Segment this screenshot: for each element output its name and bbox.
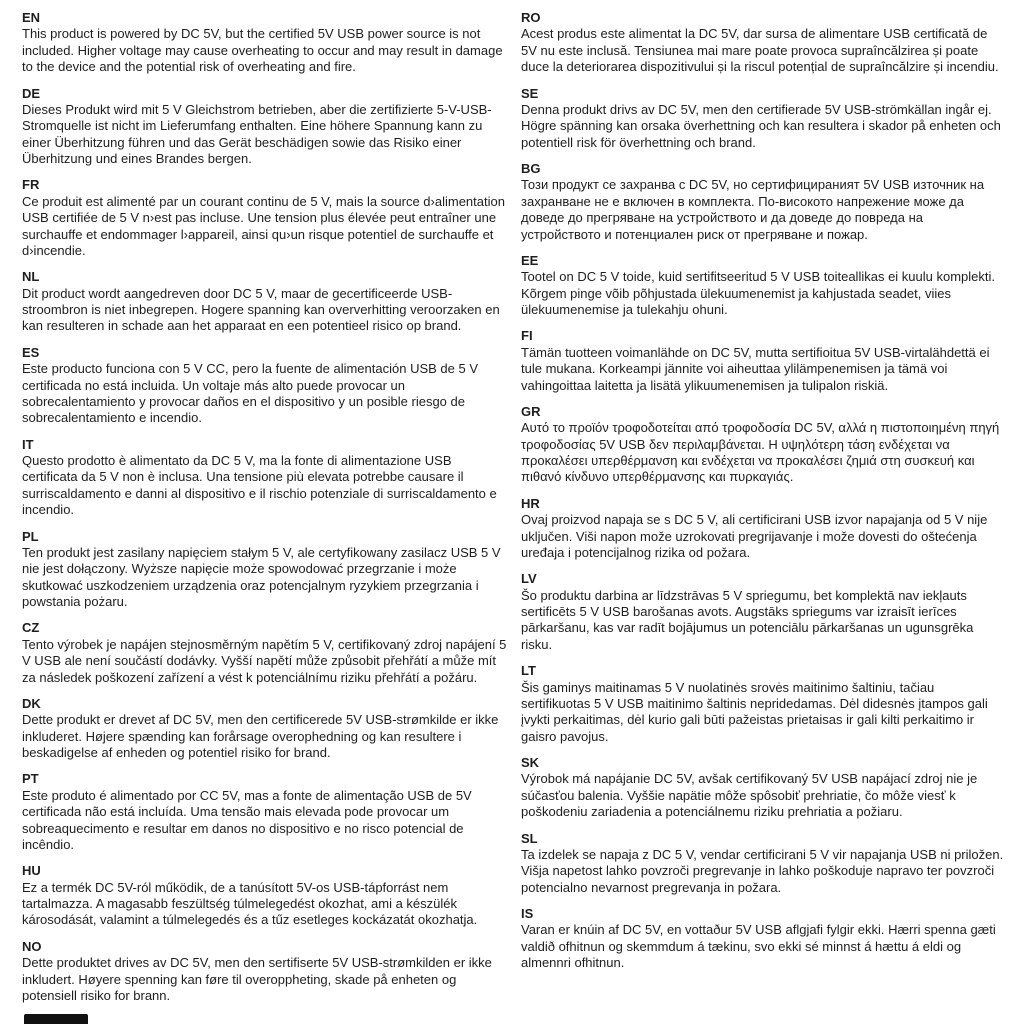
language-code-label: EN — [22, 10, 41, 25]
language-code-label: PT — [22, 771, 39, 787]
warning-paragraph: Tämän tuotteen voimanlähde on DC 5V, mutta sertifioitua 5V USB-virtalähdettä ei tule mukana. Korkeampi jännite voi aiheuttaa ylilämpenemisen ja tämä voi vahingoittaa laitetta ja lisätä ylikuumenemisen ja tulipalon riskiä. — [521, 344, 990, 393]
language-code-label: CZ — [22, 620, 40, 636]
language-section-nl — [22, 269, 507, 335]
language-section-fr — [22, 177, 507, 259]
language-code-label: SK — [521, 755, 540, 770]
warning-paragraph: Dit product wordt aangedreven door DC 5 V, maar de gecertificeerde USB-stroombron is niet inbegrepen. Hogere spanning kan oververhitting veroorzaken en kan resulteren in schade aan het apparaat en een potentieel risico op brand. — [22, 285, 500, 334]
language-code-label: LV — [521, 571, 537, 587]
warning-paragraph: Tootel on DC 5 V toide, kuid sertifitseeritud 5 V USB toiteallikas ei kuulu komplekti. Kõrgem pinge võib põhjustada ülekuumenemist ja kahjustada seadet, viies ülekuumenemise ja tulekahju ohuni. — [521, 269, 996, 317]
language-code-label: LT — [521, 663, 536, 679]
warning-paragraph: Questo prodotto è alimentato da DC 5 V, ma la fonte di alimentazione USB certificata da 5 V non è inclusa. Una tensione più elevata potrebbe causare il surriscaldamento e danni al dispositivo e il rischio potenziale di surriscaldamento e incendio. — [22, 453, 497, 518]
language-section-hu — [22, 863, 507, 929]
language-code-label: DK — [22, 695, 41, 711]
warning-paragraph: Este producto funciona con 5 V CC, pero la fuente de alimentación USB de 5 V certificada no está incluida. Un voltaje más alto puede provocar un sobrecalentamiento y provocar daños en el dispositivo y un posible riesgo de sobrecalentamiento e incendio. — [22, 361, 478, 426]
language-code-label: ES — [22, 344, 40, 360]
language-section-is — [521, 906, 1006, 972]
language-code-label: IT — [22, 436, 34, 452]
language-code-label: FR — [22, 177, 40, 193]
language-section-ee — [521, 253, 1006, 319]
warning-paragraph: Denna produkt drivs av DC 5V, men den certifierade 5V USB-strömkällan ingår ej. Högre spänning kan orsaka överhettning och kan resultera i skador på enheten och potentiell risk för överhettning och brand. — [521, 101, 1001, 150]
language-code-label: DE — [22, 85, 41, 101]
language-code-label: HR — [521, 495, 540, 511]
language-section-de — [22, 86, 507, 168]
warning-paragraph: Varan er knúin af DC 5V, en vottaður 5V USB aflgjafi fylgir ekki. Hærri spenna gæti valdið ofhitnun og skemmdum á tækinu, svo ekki sé minnst á hættu á eldi og almennri ofhitnun. — [521, 922, 996, 971]
warning-paragraph: Výrobok má napájanie DC 5V, avšak certifikovaný 5V USB napájací zdroj nie je súčasťou balenia. Vyššie napätie môže spôsobiť prehriatie, čo môže viesť k poškodeniu zariadenia a potenciálnemu riziku prehriatia a požiaru. — [521, 771, 978, 820]
warning-paragraph: Acest produs este alimentat la DC 5V, dar sursa de alimentare USB certificată de 5V nu este inclusă. Tensiunea mai mare poate provoca supraîncălzirea și poate duce la deteriorarea dispozitivului și la riscul potențial de supraîncălzire și incendiu. — [521, 26, 999, 75]
left-column — [22, 10, 507, 1024]
warning-paragraph: Dette produkt er drevet af DC 5V, men den certificerede 5V USB-strømkilde er ikke inkluderet. Højere spænding kan forårsage overophedning og kan resultere i beskadigelse af enheden og potentiel risiko for brand. — [22, 712, 499, 760]
language-section-no — [22, 939, 507, 1005]
language-code-label: IS — [521, 906, 534, 921]
language-section-pt — [22, 771, 507, 853]
language-section-gr — [521, 404, 1006, 486]
warning-paragraph: Αυτό το προϊόν τροφοδοτείται από τροφοδοσία DC 5V, αλλά η πιστοποιημένη πηγή τροφοδοσίας 5V USB δεν περιλαμβάνεται. Η υψηλότερη τάση ενδέχεται να προκαλέσει υπερθέρμανση και ενδέχεται να προκαλέσει ζημιά στη συσκευή και πιθανό κίνδυνο υπερθέρμανσης και πυρκαγιάς. — [521, 420, 1000, 485]
bottom-left-cropped-black-box — [24, 1014, 88, 1024]
language-section-sl — [521, 831, 1006, 897]
language-code-label: EE — [521, 252, 539, 268]
language-code-label: FI — [521, 328, 533, 344]
warning-paragraph: Ovaj proizvod napaja se s DC 5 V, ali certificirani USB izvor napajanja od 5 V nije uključen. Viši napon može uzrokovati pregrijavanje i može dovesti do oštećenja uređaja i potencijalnog rizika od požara. — [521, 512, 988, 560]
language-section-dk — [22, 696, 507, 762]
language-code-label: NO — [22, 938, 42, 954]
language-code-label: RO — [521, 10, 541, 25]
warning-paragraph: Dette produktet drives av DC 5V, men den sertifiserte 5V USB-strømkilden er ikke inkludert. Høyere spenning kan føre til overoppheting, skade på enheten og potensiell risiko for brann. — [22, 955, 492, 1003]
language-section-hr — [521, 496, 1006, 562]
language-section-lt — [521, 663, 1006, 745]
language-section-lv — [521, 571, 1006, 653]
language-section-en — [22, 10, 507, 76]
warning-paragraph: Ce produit est alimenté par un courant continu de 5 V, mais la source d›alimentation USB certifiée de 5 V n›est pas incluse. Une tension plus élevée peut entraîner une surchauffe et endommager l›appareil, ainsi qu›un risque potentiel de surchauffe et d›incendie. — [22, 193, 505, 258]
warning-paragraph: Ez a termék DC 5V-ról működik, de a tanúsított 5V-os USB-tápforrást nem tartalmazza. A magasabb feszültség túlmelegedést okozhat, ami a készülék károsodását, valamint a túlmelegedés és a tűz esetleges kockázatát okozhatja. — [22, 879, 478, 928]
warning-paragraph: Šo produktu darbina ar līdzstrāvas 5 V spriegumu, bet komplektā nav iekļauts sertificēts 5 V USB barošanas avots. Augstāks spriegums var izraisīt ierīces pārkaršanu, kas var radīt bojājumus un potenciālu pārkaršanas un ugunsgrēka risku. — [521, 587, 974, 652]
language-section-ro — [521, 10, 1006, 76]
right-column — [521, 10, 1006, 1024]
language-section-sk — [521, 755, 1006, 821]
language-section-bg — [521, 161, 1006, 243]
warning-paragraph: Ta izdelek se napaja z DC 5 V, vendar certificirani 5 V vir napajanja USB ni priložen. Višja napetost lahko povzroči pregrevanje in lahko poškoduje napravo ter povzroči potencialno nevarnost pregrevanja in požara. — [521, 846, 1004, 895]
warning-paragraph: Este produto é alimentado por CC 5V, mas a fonte de alimentação USB de 5V certificada não está incluída. Uma tensão mais elevada pode provocar um sobreaquecimento e resultar em danos no dispositivo e no risco potencial de incêndio. — [22, 787, 472, 852]
warning-paragraph: Tento výrobek je napájen stejnosměrným napětím 5 V, certifikovaný zdroj napájení 5 V USB ale není součástí dodávky. Vyšší napětí může způsobit přehřátí a může mít za následek poškození zařízení a vést k potenciálnímu riziku přehřátí a požáru. — [22, 636, 507, 685]
language-code-label: GR — [521, 403, 541, 419]
warning-paragraph: Šis gaminys maitinamas 5 V nuolatinės srovės maitinimo šaltiniu, tačiau sertifikuotas 5 V USB maitinimo šaltinis nepridedamas. Dėl didesnės įtampos gali įvykti perkaitimas, dėl kurio gali būti pažeistas prietaisas ir gali kilti perkaitimo ir gaisro pavojus. — [521, 679, 988, 744]
language-section-it — [22, 437, 507, 519]
language-section-es — [22, 345, 507, 427]
warning-paragraph: Dieses Produkt wird mit 5 V Gleichstrom betrieben, aber die zertifizierte 5-V-USB-Stromquelle ist nicht im Lieferumfang enthalten. Eine höhere Spannung kann zu einer Überhitzung führen und das Gerät beschädigen sowie das Risiko einer Überhitzung und eines Brandes bergen. — [22, 101, 492, 166]
warning-paragraph: Този продукт се захранва с DC 5V, но сертифицираният 5V USB източник на захранване не е включен в комплекта. По-високото напрежение може да доведе до прегряване на устройството и да доведе до повреда на устройството и потенциален риск от прегряване и пожар. — [521, 177, 985, 242]
warning-paragraph: This product is powered by DC 5V, but the certified 5V USB power source is not included. Higher voltage may cause overheating to occur and may result in damage to the device and the potential risk of overheating and fire. — [22, 26, 503, 75]
warning-paragraph: Ten produkt jest zasilany napięciem stałym 5 V, ale certyfikowany zasilacz USB 5 V nie jest dołączony. Wyższe napięcie może spowodować przegrzanie i może skutkować uszkodzeniem urządzenia oraz potencjalnym ryzykiem przegrzania i powstania pożaru. — [22, 544, 501, 609]
language-code-label: BG — [521, 161, 541, 176]
language-code-label: NL — [22, 269, 40, 285]
language-code-label: SL — [521, 830, 538, 846]
language-code-label: HU — [22, 863, 41, 879]
language-section-pl — [22, 529, 507, 611]
language-code-label: PL — [22, 528, 39, 544]
language-section-fi — [521, 328, 1006, 394]
language-code-label: SE — [521, 85, 539, 101]
language-section-se — [521, 86, 1006, 152]
language-section-cz — [22, 620, 507, 686]
